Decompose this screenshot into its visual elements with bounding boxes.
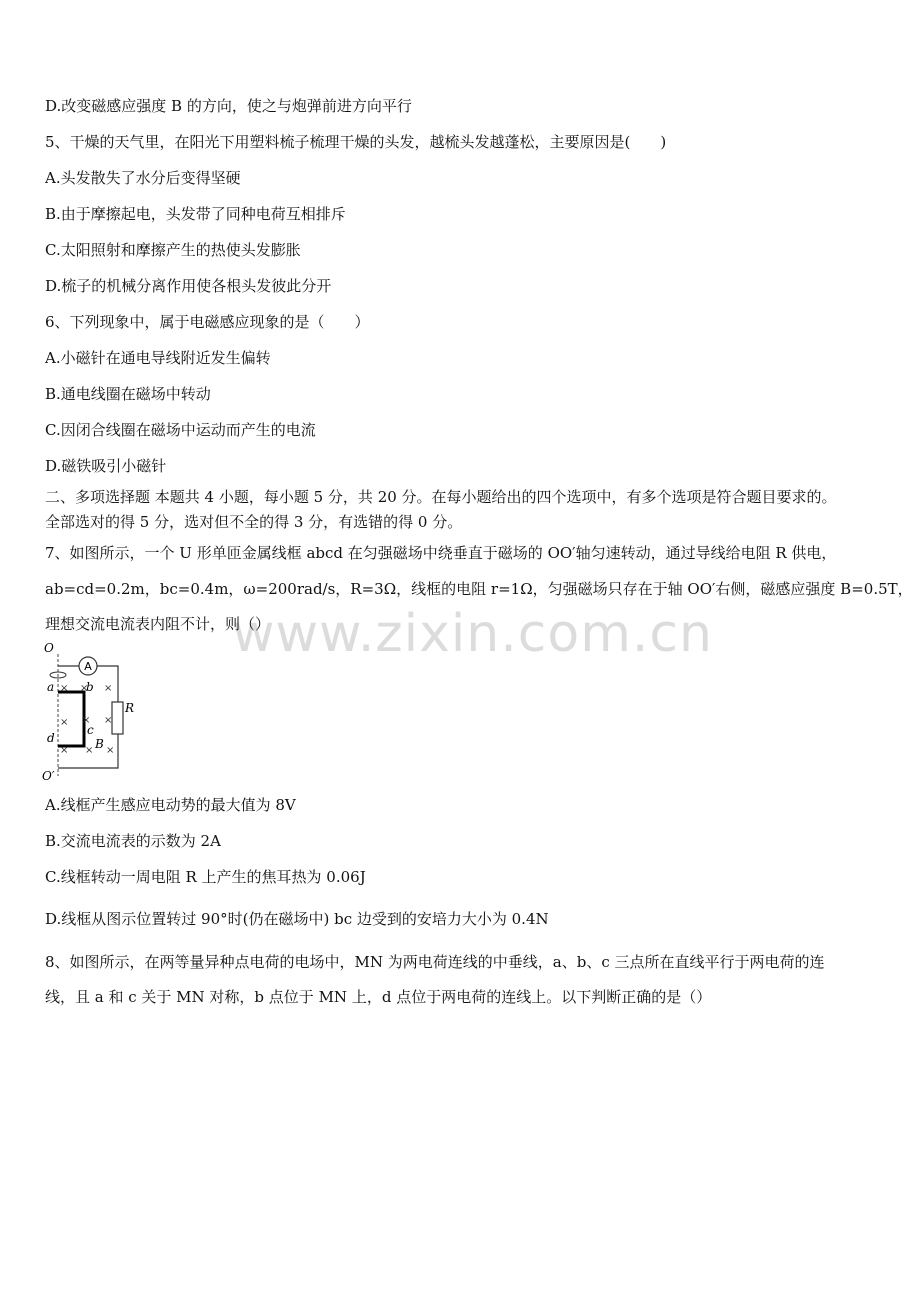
option-5d: D.梳子的机械分离作用使各根头发彼此分开	[45, 277, 332, 295]
option-5a: A.头发散失了水分后变得坚硬	[45, 169, 241, 187]
option-6c: C.因闭合线圈在磁场中运动而产生的电流	[45, 421, 316, 439]
question-7-line-1: 7、如图所示，一个 U 形单匝金属线框 abcd 在匀强磁场中绕垂直于磁场的 OO′轴匀速转动，通过导线给电阻 R 供电，	[45, 544, 837, 562]
question-8-line-1: 8、如图所示，在两等量异种点电荷的电场中，MN 为两电荷连线的中垂线，a、b、c 三点所在直线平行于两电荷的连	[45, 953, 825, 971]
option-6b: B.通电线圈在磁场中转动	[45, 385, 211, 403]
field-mark: ×	[60, 745, 69, 756]
watermark: www.zixin.com.cn	[232, 604, 713, 664]
circuit-diagram	[40, 640, 140, 785]
field-mark: ×	[80, 683, 89, 694]
option-7c: C.线框转动一周电阻 R 上产生的焦耳热为 0.06J	[45, 868, 366, 886]
section-instructions: 全部选对的得 5 分，选对但不全的得 3 分，有选错的得 0 分。	[45, 513, 463, 531]
field-mark: ×	[104, 715, 113, 726]
field-mark: ×	[60, 717, 69, 728]
option-6d: D.磁铁吸引小磁针	[45, 457, 167, 475]
label-d: d	[47, 731, 55, 745]
question-6: 6、下列现象中，属于电磁感应现象的是（ ）	[45, 313, 370, 331]
section-heading: 二、多项选择题 本题共 4 小题，每小题 5 分，共 20 分。在每小题给出的四个选项中，有多个选项是符合题目要求的。	[45, 488, 837, 506]
option-5b: B.由于摩擦起电，头发带了同种电荷互相排斥	[45, 205, 346, 223]
question-8-line-2: 线，且 a 和 c 关于 MN 对称，b 点位于 MN 上，d 点位于两电荷的连线上。以下判断正确的是（）	[45, 988, 712, 1006]
question-7-line-3: 理想交流电流表内阻不计，则（）	[45, 615, 271, 633]
option-6a: A.小磁针在通电导线附近发生偏转	[45, 349, 271, 367]
question-5: 5、干燥的天气里，在阳光下用塑料梳子梳理干燥的头发，越梳头发越蓬松，主要原因是( )	[45, 133, 667, 151]
option-7a: A.线框产生感应电动势的最大值为 8V	[45, 796, 296, 814]
label-b-field: B	[95, 737, 104, 751]
field-mark: ×	[82, 715, 91, 726]
label-o-prime: O′	[42, 769, 55, 783]
field-mark: ×	[85, 745, 94, 756]
label-a: a	[47, 680, 55, 694]
field-mark: ×	[60, 683, 69, 694]
label-r: R	[125, 701, 135, 715]
label-o: O	[44, 641, 54, 655]
option-7d: D.线框从图示位置转过 90°时(仍在磁场中) bc 边受到的安培力大小为 0.4N	[45, 910, 549, 928]
option-5c: C.太阳照射和摩擦产生的热使头发膨胀	[45, 241, 301, 259]
field-mark: ×	[104, 683, 113, 694]
option-7b: B.交流电流表的示数为 2A	[45, 832, 221, 850]
field-mark: ×	[106, 745, 115, 756]
label-b: b	[86, 680, 94, 694]
question-7-line-2: ab=cd=0.2m，bc=0.4m，ω=200rad/s，R=3Ω，线框的电阻 r=1Ω，匀强磁场只存在于轴 OO′右侧，磁感应强度 B=0.5T，	[45, 580, 913, 598]
resistor	[112, 702, 123, 734]
label-c: c	[87, 723, 94, 737]
svg-text:A: A	[84, 660, 92, 673]
option-4d: D.改变磁感应强度 B 的方向，使之与炮弹前进方向平行	[45, 97, 412, 115]
